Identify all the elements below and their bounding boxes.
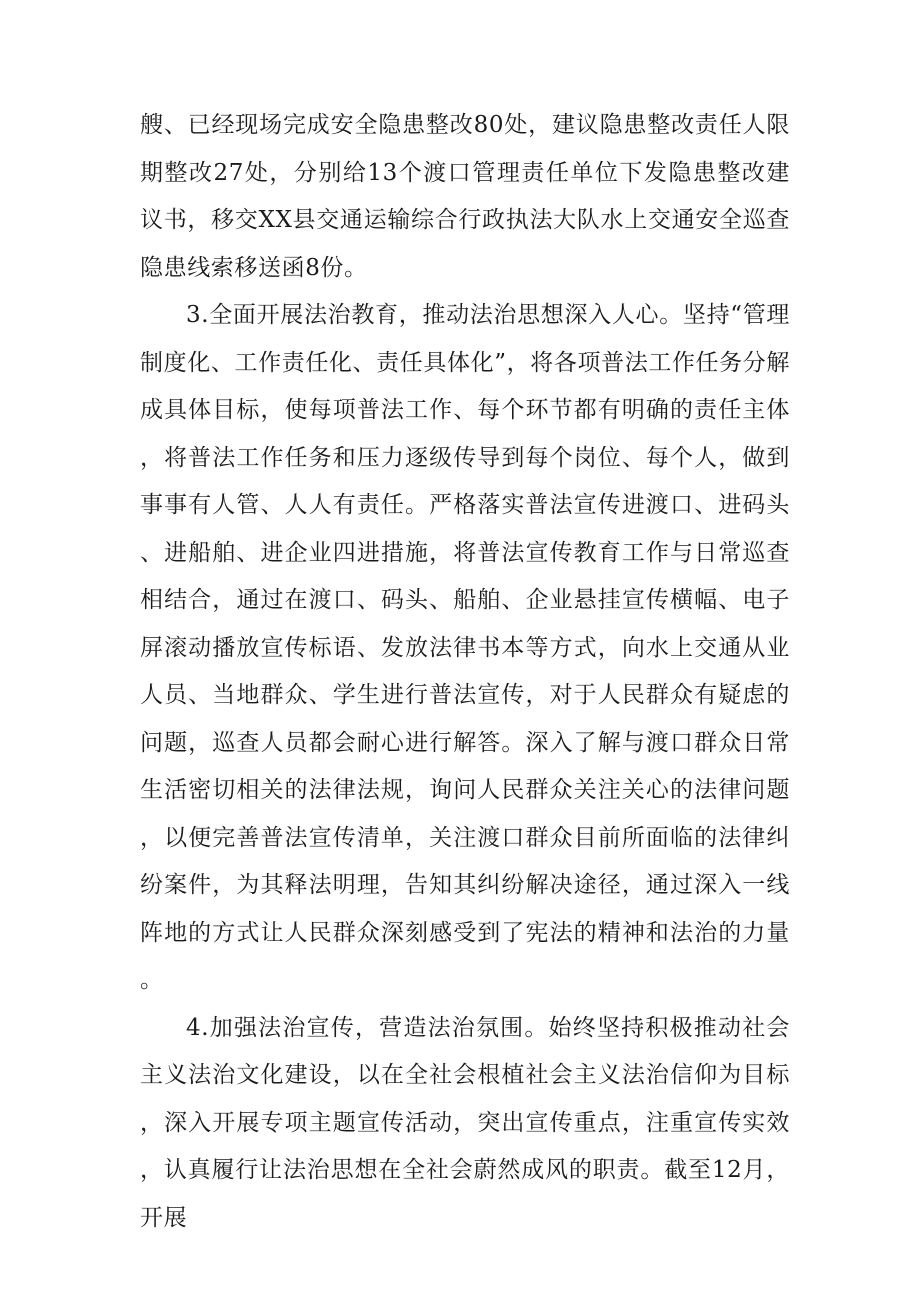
document-body — [140, 102, 790, 1242]
paragraph-item-3-legal-education: 3.全面开展法治教育，推动法治思想深入人心。坚持“管理制度化、工作责任化、责任具体化”，将各项普法工作任务分解成具体目标，使每项普法工作、每个环节都有明确的责任主体，将普法工作任务和压力逐级传导到每个岗位、每个人，做到事事有人管、人人有责任。严格落实普法宣传进渡口、进码头、进船舶、进企业四进措施，将普法宣传教育工作与日常巡查相结合，通过在渡口、码头、船舶、企业悬挂宣传横幅、电子屏滚动播放宣传标语、发放法律书本等方式，向水上交通从业人员、当地群众、学生进行普法宣传，对于人民群众有疑虑的问题，巡查人员都会耐心进行解答。深入了解与渡口群众日常生活密切相关的法律法规，询问人民群众关注关心的法律问题，以便完善普法宣传清单，关注渡口群众目前所面临的法律纠纷案件，为其释法明理，告知其纠纷解决途径，通过深入一线阵地的方式让人民群众深刻感受到了宪法的精神和法治的力量。 — [140, 302, 790, 993]
paragraph-continuation: 艘、已经现场完成安全隐患整改80处，建议隐患整改责任人限期整改27处，分别给13个渡口管理责任单位下发隐患整改建议书，移交XX县交通运输综合行政执法大队水上交通安全巡查隐患线索移送函8份。 — [140, 112, 790, 281]
paragraph-item-4-legal-publicity: 4.加强法治宣传，营造法治氛围。始终坚持积极推动社会主义法治文化建设，以在全社会根植社会主义法治信仰为目标，深入开展专项主题宣传活动，突出宣传重点，注重宣传实效，认真履行让法治思想在全社会蔚然成风的职责。截至12月，开展 — [140, 1014, 790, 1231]
